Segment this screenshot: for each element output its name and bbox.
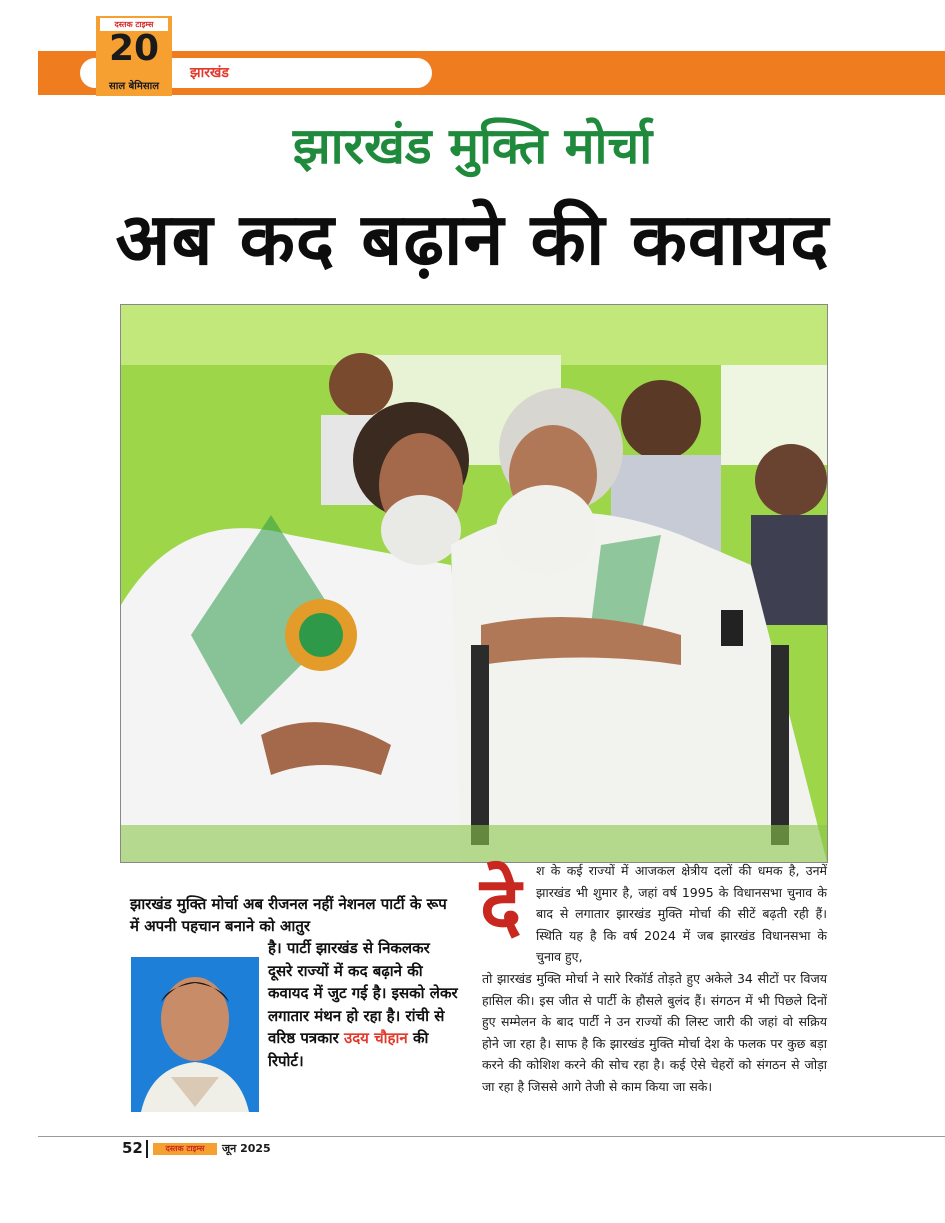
footer-brand: दस्तक टाइम्स xyxy=(153,1143,217,1155)
issue-date: जून 2025 xyxy=(222,1142,271,1155)
article-headline: अब कद बढ़ाने की कवायद xyxy=(115,197,830,281)
lead-photo xyxy=(120,304,828,863)
logo-number: 20 xyxy=(108,28,160,69)
page-number: 52 xyxy=(122,1139,143,1157)
footer-rule xyxy=(38,1136,945,1137)
logo-brand: दस्तक टाइम्स xyxy=(100,18,168,31)
logo-tagline: साल बेमिसाल xyxy=(108,81,160,92)
body-paragraph-start: श के कई राज्यों में आजकल क्षेत्रीय दलों की धमक है, उनमें झारखंड भी शुमार है, जहां वर्ष 1995 के विधानसभा चुनाव के बाद से लगातार झारखंड मुक्ति मोर्चा की सीटें बढ़ती रही हैं। स्थिति यह है कि वर्ष 2024 में जब झारखंड विधानसभा के चुनाव हुए, xyxy=(536,863,827,965)
intro-text: है। पार्टी झारखंड से निकलकर दूसरे राज्यों में कद बढ़ाने की कवायद में जुट गई है। इसको लेकर लगातार मंथन हो रहा है। रांची से वरिष्ठ पत्रकार xyxy=(268,939,458,1047)
intro-lead: झारखंड मुक्ति मोर्चा अब रीजनल नहीं नेशनल पार्टी के रूप में अपनी पहचान बनाने को आतुर xyxy=(130,895,447,935)
article-kicker: झारखंड मुक्ति मोर्चा xyxy=(292,117,653,175)
reporter-name: उदय चौहान xyxy=(344,1029,408,1047)
section-label[interactable]: झारखंड xyxy=(190,65,229,81)
reporter-photo xyxy=(131,957,259,1112)
intro-suffix: की रिपोर्ट। xyxy=(268,1029,429,1070)
intro-continuation xyxy=(268,937,458,1072)
article-body xyxy=(482,860,827,1098)
drop-cap: दे xyxy=(480,861,522,951)
body-paragraph-rest: तो झारखंड मुक्ति मोर्चा ने सारे रिकॉर्ड तोड़ते हुए अकेले 34 सीटों पर विजय हासिल की। इस जीत से पार्टी के हौसले बुलंद हैं। संगठन में भी पिछले दिनों हुए सम्मेलन के बाद पार्टी ने उन राज्यों की लिस्ट जारी की जहां वो सक्रिय होने जा रहा है। साफ है कि झारखंड मुक्ति मोर्चा देश के फलक पर कुछ बड़ा करने की कोशिश करने की सोच रहा है। कई ऐसे चेहरों को संगठन से जोड़ा जा रहा है जिससे आगे तेजी से काम किया जा सके। xyxy=(482,970,827,1094)
footer-divider xyxy=(146,1140,148,1158)
anniversary-logo xyxy=(96,16,172,96)
